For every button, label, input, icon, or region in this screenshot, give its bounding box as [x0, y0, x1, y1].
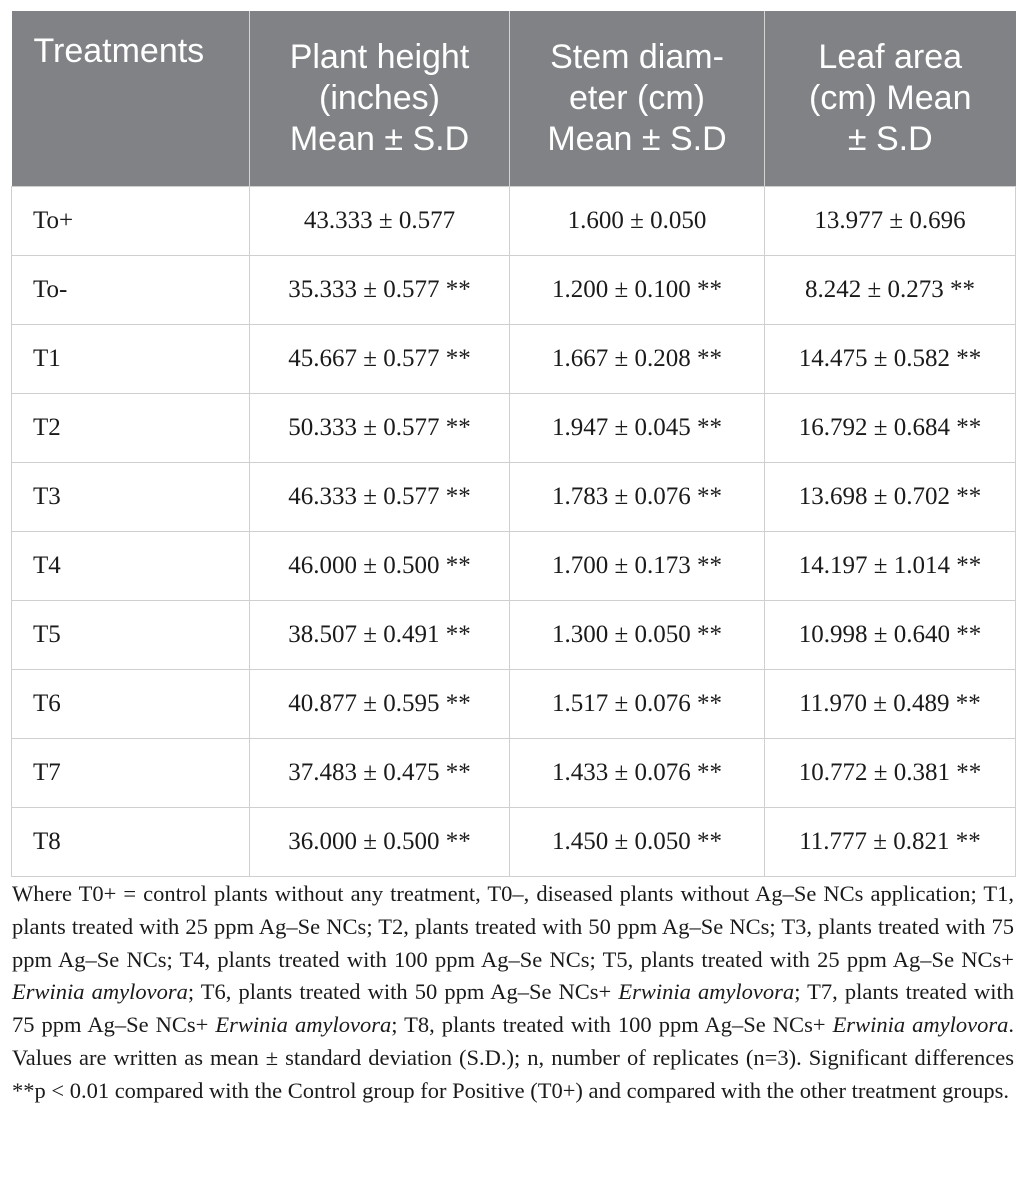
- data-table: [11, 11, 1016, 877]
- plant-height-cell: 35.333 ± 0.577 **: [250, 256, 510, 325]
- plant-height-cell: 45.667 ± 0.577 **: [250, 325, 510, 394]
- header-line: Stem diam-: [550, 38, 724, 76]
- plant-height-cell: 50.333 ± 0.577 **: [250, 394, 510, 463]
- treatment-cell: T1: [12, 325, 250, 394]
- header-line: Mean ± S.D: [289, 120, 470, 158]
- header-line: (cm) Mean: [809, 79, 972, 117]
- header-leaf-area: [765, 11, 1016, 187]
- header-line: Mean ± S.D: [547, 120, 727, 158]
- stem-diameter-cell: 1.433 ± 0.076 **: [510, 739, 765, 808]
- treatment-cell: To+: [12, 187, 250, 256]
- table-row: [12, 463, 1016, 532]
- leaf-area-cell: 10.772 ± 0.381 **: [765, 739, 1016, 808]
- header-plant-height: [250, 11, 510, 187]
- stem-diameter-cell: 1.783 ± 0.076 **: [510, 463, 765, 532]
- leaf-area-cell: 14.197 ± 1.014 **: [765, 532, 1016, 601]
- plant-height-cell: 46.000 ± 0.500 **: [250, 532, 510, 601]
- header-line: (inches): [319, 79, 440, 117]
- header-row: [12, 11, 1016, 187]
- plant-height-cell: 46.333 ± 0.577 **: [250, 463, 510, 532]
- leaf-area-cell: 11.970 ± 0.489 **: [765, 670, 1016, 739]
- header-line: ± S.D: [847, 120, 933, 158]
- table-row: [12, 808, 1016, 877]
- stem-diameter-cell: 1.700 ± 0.173 **: [510, 532, 765, 601]
- footnote-text: ; T8, plants treated with 100 ppm Ag–Se NCs+: [391, 1012, 833, 1038]
- table-row: [12, 187, 1016, 256]
- species-name: Erwinia amylovora: [215, 1012, 392, 1038]
- table-row: [12, 601, 1016, 670]
- stem-diameter-cell: 1.450 ± 0.050 **: [510, 808, 765, 877]
- leaf-area-cell: 8.242 ± 0.273 **: [765, 256, 1016, 325]
- plant-height-cell: 43.333 ± 0.577: [250, 187, 510, 256]
- table-row: [12, 325, 1016, 394]
- leaf-area-cell: 11.777 ± 0.821 **: [765, 808, 1016, 877]
- header-treatments: [12, 11, 250, 187]
- footnote-text: Where T0+ = control plants without any treatment, T0–, diseased plants without Ag–Se NCs application; T1, plants treated with 25 ppm Ag–Se NCs; T2, plants treated with 50 ppm Ag–Se NCs; T3, plants treated with 75 ppm Ag–Se NCs; T4, plants treated with 100 ppm Ag–Se NCs; T5, plants treated with 25 ppm Ag–Se NCs+: [12, 881, 1014, 972]
- treatment-cell: T2: [12, 394, 250, 463]
- stem-diameter-cell: 1.300 ± 0.050 **: [510, 601, 765, 670]
- footnote-text: ; T7, plants treated with 75 ppm Ag–Se NCs+: [12, 979, 1014, 1038]
- species-name: Erwinia amylovora: [12, 979, 188, 1005]
- plant-height-cell: 40.877 ± 0.595 **: [250, 670, 510, 739]
- header-stem-diameter: [510, 11, 765, 187]
- stem-diameter-cell: 1.200 ± 0.100 **: [510, 256, 765, 325]
- plant-height-cell: 36.000 ± 0.500 **: [250, 808, 510, 877]
- stem-diameter-cell: 1.600 ± 0.050: [510, 187, 765, 256]
- leaf-area-cell: 14.475 ± 0.582 **: [765, 325, 1016, 394]
- treatment-cell: T8: [12, 808, 250, 877]
- table-row: [12, 394, 1016, 463]
- footnote-text: ; T6, plants treated with 50 ppm Ag–Se NCs+: [187, 979, 619, 1005]
- leaf-area-cell: 16.792 ± 0.684 **: [765, 394, 1016, 463]
- species-name: Erwinia amylovora: [832, 1012, 1009, 1038]
- leaf-area-cell: 13.977 ± 0.696: [765, 187, 1016, 256]
- header-line: Plant height: [289, 38, 470, 76]
- treatment-cell: T7: [12, 739, 250, 808]
- treatment-cell: T6: [12, 670, 250, 739]
- table-footnote: [12, 878, 1014, 1108]
- treatment-cell: To-: [12, 256, 250, 325]
- leaf-area-cell: 10.998 ± 0.640 **: [765, 601, 1016, 670]
- plant-height-cell: 37.483 ± 0.475 **: [250, 739, 510, 808]
- treatment-cell: T3: [12, 463, 250, 532]
- stem-diameter-cell: 1.517 ± 0.076 **: [510, 670, 765, 739]
- table-row: [12, 256, 1016, 325]
- treatment-cell: T4: [12, 532, 250, 601]
- data-table-container: [11, 11, 1015, 877]
- plant-height-cell: 38.507 ± 0.491 **: [250, 601, 510, 670]
- species-name: Erwinia amylovora: [618, 979, 795, 1005]
- header-line: eter (cm): [569, 79, 705, 117]
- header-treatments-text: Treatments: [33, 32, 205, 70]
- stem-diameter-cell: 1.667 ± 0.208 **: [510, 325, 765, 394]
- leaf-area-cell: 13.698 ± 0.702 **: [765, 463, 1016, 532]
- treatment-cell: T5: [12, 601, 250, 670]
- table-row: [12, 670, 1016, 739]
- table-row: [12, 532, 1016, 601]
- stem-diameter-cell: 1.947 ± 0.045 **: [510, 394, 765, 463]
- footnote-text: . Values are written as mean ± standard deviation (S.D.); n, number of replicates (n=3). Significant differences **p < 0.01 compared with the Control group for Positive (T0+) and compared with the other treatment groups.: [12, 1012, 1014, 1103]
- table-row: [12, 739, 1016, 808]
- header-line: Leaf area: [818, 38, 963, 76]
